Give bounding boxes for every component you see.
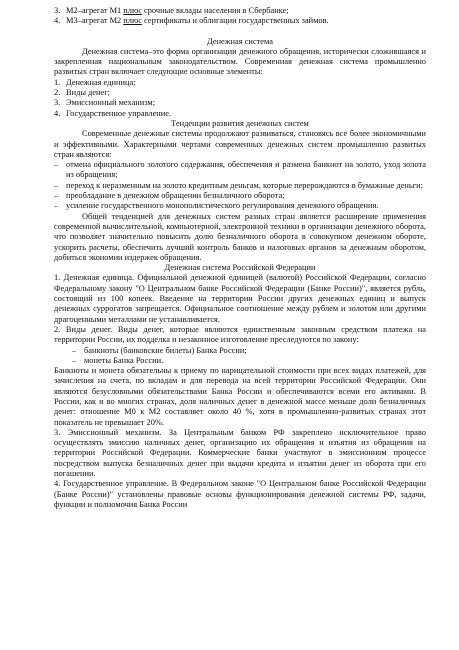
dash-marker: – [54,191,59,201]
section-heading-trends: Тенденции развития денежных систем [171,118,309,128]
item-number: 4. [54,108,61,118]
item-text: Виды денег; [66,88,110,98]
underlined-word: плюс [123,6,142,15]
item-number: 1. [54,77,61,87]
bullet-item [54,346,426,356]
paragraph: Банкноты и монета обязательны к приему по нарицательной стоимости при всех видах платежей, для зачисления на счета, по вкладам и для перевода на всей территории Российской Федерации. Они являются безусловными обязательствами Банка России и обеспечиваются всеми его активами. В России, как и во многих странах, доля наличных денег в денежной массе меньше доли безналичных денег: отношение М0 к М2 составляет около 40 %, хотя в промышленно-развитых странах этот показатель не превышает 20%. [54,366,426,427]
paragraph: Современные денежные системы продолжают развиваться, становясь все более экономичными и эффективными. Характерными чертами современных денежных систем промышленно развитых стран являются: [54,129,426,159]
bullet-item [54,356,426,366]
list-item [54,98,426,108]
dash-marker: – [72,345,77,355]
bullet-text: переход к неразменным на золото кредитным деньгам, которые перерождаются в бумажные деньги; [66,180,423,190]
item-text-start: М2–агрегат М1 [66,6,124,15]
item-number: 3. [54,6,61,15]
list-item [54,78,426,88]
list-item [54,88,426,98]
section-heading-russian-system: Денежная система Российской Федерации [164,263,316,273]
item-text: Денежная единица; [66,77,136,87]
document-page [54,6,426,510]
item-text-end: срочные вклады населения в Сбербанке; [141,6,289,15]
bullet-text: усиление государственного монополистического регулирования денежного обращения. [66,201,379,211]
underlined-word: плюс [123,16,142,26]
bullet-text: преобладание в денежном обращении безналичного оборота; [66,191,285,201]
paragraph: 3. Эмиссионный механизм. За Центральным банком РФ закреплено исключительное право осуществлять эмиссию наличных денег, организацию их обращения и изъятия из обращения на территории Российской Федерации. Коммерческие банки участвуют в эмиссионном процессе посредством выпуска безналичных денег при выдачи кредита и изъятии денег из оборота при его погашении. [54,427,426,479]
item-number: 4. [54,16,61,26]
list-item [54,16,426,26]
bullet-item [54,160,426,181]
paragraph: Денежная система–это форма организации денежного обращения, исторически сложившаяся и закрепленная национальным законодательством. Современная денежная система промышленно развитых стран включает следующие основные элементы: [54,46,426,77]
item-number: 3. [54,98,61,108]
bullet-item [54,201,426,211]
bullet-item [54,181,426,191]
bullet-text: отмена официального золотого содержания, обеспечения и размена банкнот на золото, уход золота из обращения; [66,160,426,180]
dash-marker: – [72,355,77,365]
section-heading-monetary-system: Денежная система [207,36,273,46]
item-text-end: сертификаты и облигации государственных займов. [141,16,329,26]
paragraph: 1. Денежная единица. Официальной денежной единицей (валютой) Российской Федерации, согласно Федеральному закону "О Центральном банке Российской Федерации (Банке России)", является рубль, состоящий из 100 копеек. Введение на территории России других денежных единиц и выпуск денежных суррогатов запрещается. Официальное соотношение между рублем и золотом или другими драгоценными металлами не устанавливается. [54,273,426,324]
item-text: Эмиссионный механизм; [66,98,156,108]
top-list [54,6,426,27]
dash-marker: – [54,160,59,170]
bullet-item [54,191,426,201]
bullet-text: банкноты (банковские билеты) Банка России; [84,345,247,355]
dash-marker: – [54,201,59,211]
paragraph: 2. Виды денег. Виды денег, которые являются единственным законным средством платежа на территории России, их подделка и незаконное изготовление преследуются по закону: [54,324,426,345]
paragraph: Общей тенденцией для денежных систем разных стран является расширение применения современной вычислительной, компьютерной, электронной техники в организации денежного оборота, что позволяет значительно повысить долю безналичного оборота в совокупном денежном обороте, ускорить расчеты, обеспечить лучший контроль банков и налоговых органов за денежным оборотом, добиться экономии издержек обращения. [54,211,426,262]
list-item [54,109,426,119]
list-item [54,6,426,16]
item-text: Государственное управление. [66,108,172,118]
item-number: 2. [54,88,61,98]
item-text-start: М3–агрегат М2 [66,16,124,26]
paragraph: 4. Государственное управление. В Федеральном законе "О Центральном банке Российской Федерации (Банке России)" установлены правовые основы функционирования денежной системы РФ, задачи, функции и полномочия Банка России [54,479,426,509]
dash-marker: – [54,180,59,190]
bullet-text: монеты Банка России. [84,355,164,365]
